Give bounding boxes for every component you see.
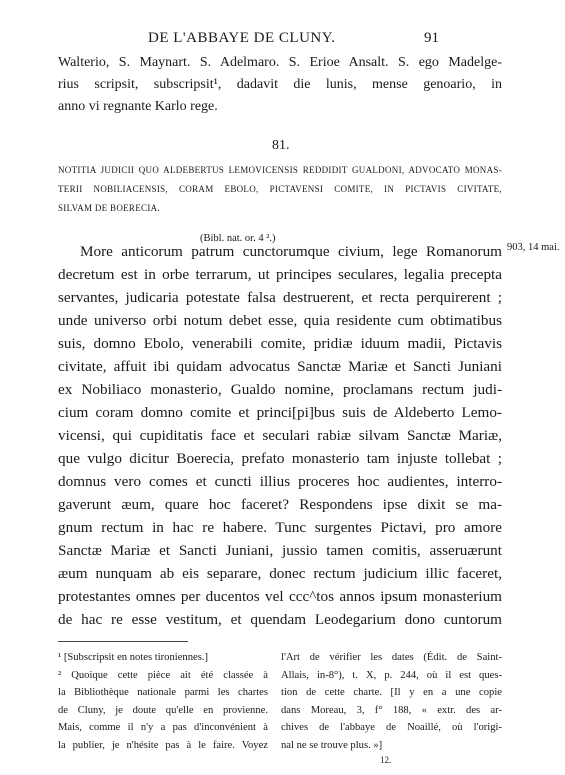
- source-citation: (Bibl. nat. or. 4 ².): [200, 233, 276, 244]
- body-line: servantes, judicaria potestate falsa destruerent, et recta perquirerent ;: [58, 289, 502, 306]
- body-line: protestantes omnes per ducentos vel ccc^tos annos ipsum monasterium: [58, 588, 502, 605]
- body-line: de hac re esse vestitum, et quendam Leodegarium dono cuntorum: [58, 611, 502, 628]
- body-line: Sanctæ Mariæ et Sancti Juniani, jussio tamen comitis, asseruærunt: [58, 542, 502, 559]
- footnote-line: chives de l'abbaye de Noaillé, où l'origi-: [281, 722, 502, 734]
- footnotes-right-column: [281, 649, 502, 755]
- footnote-rule: [58, 641, 188, 642]
- body-line: gaverunt æum, quare hoc faceret? Respondens ipse dixit se ma-: [58, 496, 502, 513]
- body-line: civitate, affuit ibi quidam advocatus Sanctæ Mariæ et Sancti Juniani: [58, 358, 502, 375]
- summary-line: NOTITIA JUDICII QUO ALDEBERTUS LEMOVICENSIS REDDIDIT GUALDONI, ADVOCATO MONAS-: [58, 165, 502, 175]
- running-header-title: DE L'ABBAYE DE CLUNY.: [148, 30, 336, 46]
- summary-line: TERII NOBILIACENSIS, CORAM EBOLO, PICTAVENSI COMITE, IN PICTAVIS CIVITATE,: [58, 184, 502, 194]
- footnotes-left-column: [58, 649, 268, 755]
- body-line: ex Nobiliaco monasterio, Gualdo nomine, proclamans rectum judi-: [58, 381, 502, 398]
- intro-line: rius scripsit, subscripsit¹, dadavit die lunis, mense genoario, in: [58, 77, 502, 92]
- body-line: gnum rectum in hac re habere. Tunc surgentes Pictavi, pro amore: [58, 519, 502, 536]
- body-line: More anticorum patrum cunctorumque civium, lege Romanorum: [80, 243, 502, 260]
- body-line: que vulgo dicitur Boerecia, prefato monasterio tam injuste tollebat ;: [58, 450, 502, 467]
- footnote-line: la publier, je n'hésite pas à le faire. Voyez: [58, 739, 268, 751]
- body-line: vicensi, qui cupiditatis face et seculari rabiæ silvam Sanctæ Mariæ,: [58, 427, 502, 444]
- footnote-line: nal ne se trouve plus. »]: [281, 739, 383, 751]
- body-line: unde universo orbi notum debet esse, quia residente cum obtimatibus: [58, 312, 502, 329]
- footnote-line: dans Moreau, 3, f° 188, « extr. des ar-: [281, 704, 502, 716]
- footnote-line: ¹ [Subscripsit en notes tironiennes.]: [58, 652, 208, 663]
- document-number: 81.: [272, 138, 290, 153]
- intro-line: anno vi regnante Karlo rege.: [58, 99, 218, 114]
- footnote-line: l'Art de vérifier les dates (Édit. de Saint-: [281, 652, 502, 663]
- margin-date: 903, 14 mai.: [507, 242, 560, 253]
- footnote-line: de Cluny, je doute qu'elle en provienne.: [58, 704, 268, 716]
- footnote-line: ² Quoique cette pièce ait été classée à: [58, 669, 268, 681]
- summary-line: SILVAM DE BOERECIA.: [58, 203, 160, 213]
- body-line: æum nunquam ab eis separare, donec rectum judicium illic faceret,: [58, 565, 502, 582]
- body-line: decretum est in orbe terrarum, ut principes seculares, legalia precepta: [58, 266, 502, 283]
- footnote-line: Mais, comme il n'y a pas d'inconvénient à: [58, 722, 268, 734]
- footnote-line: tion de cette charte. [Il y en a une copie: [281, 687, 502, 699]
- footnote-line: la Bibliothèque nationale parmi les chartes: [58, 687, 268, 699]
- signature-mark: 12.: [380, 755, 392, 765]
- page-number: 91: [424, 30, 439, 46]
- footnote-line: Allais, in-8°), t. X, p. 244, où il est ques-: [281, 669, 502, 681]
- intro-line: Walterio, S. Maynart. S. Adelmaro. S. Erioe Ansalt. S. ego Madelge-: [58, 55, 502, 70]
- body-line: suis, domno Ebolo, venerabili comite, pridiæ iduum madii, Pictavis: [58, 335, 502, 352]
- body-line: domnus vero comes et cuncti illius proceres hoc audientes, interro-: [58, 473, 502, 490]
- body-line: cium coram domno comite et princi[pi]bus suis de Aldeberto Lemo-: [58, 404, 502, 421]
